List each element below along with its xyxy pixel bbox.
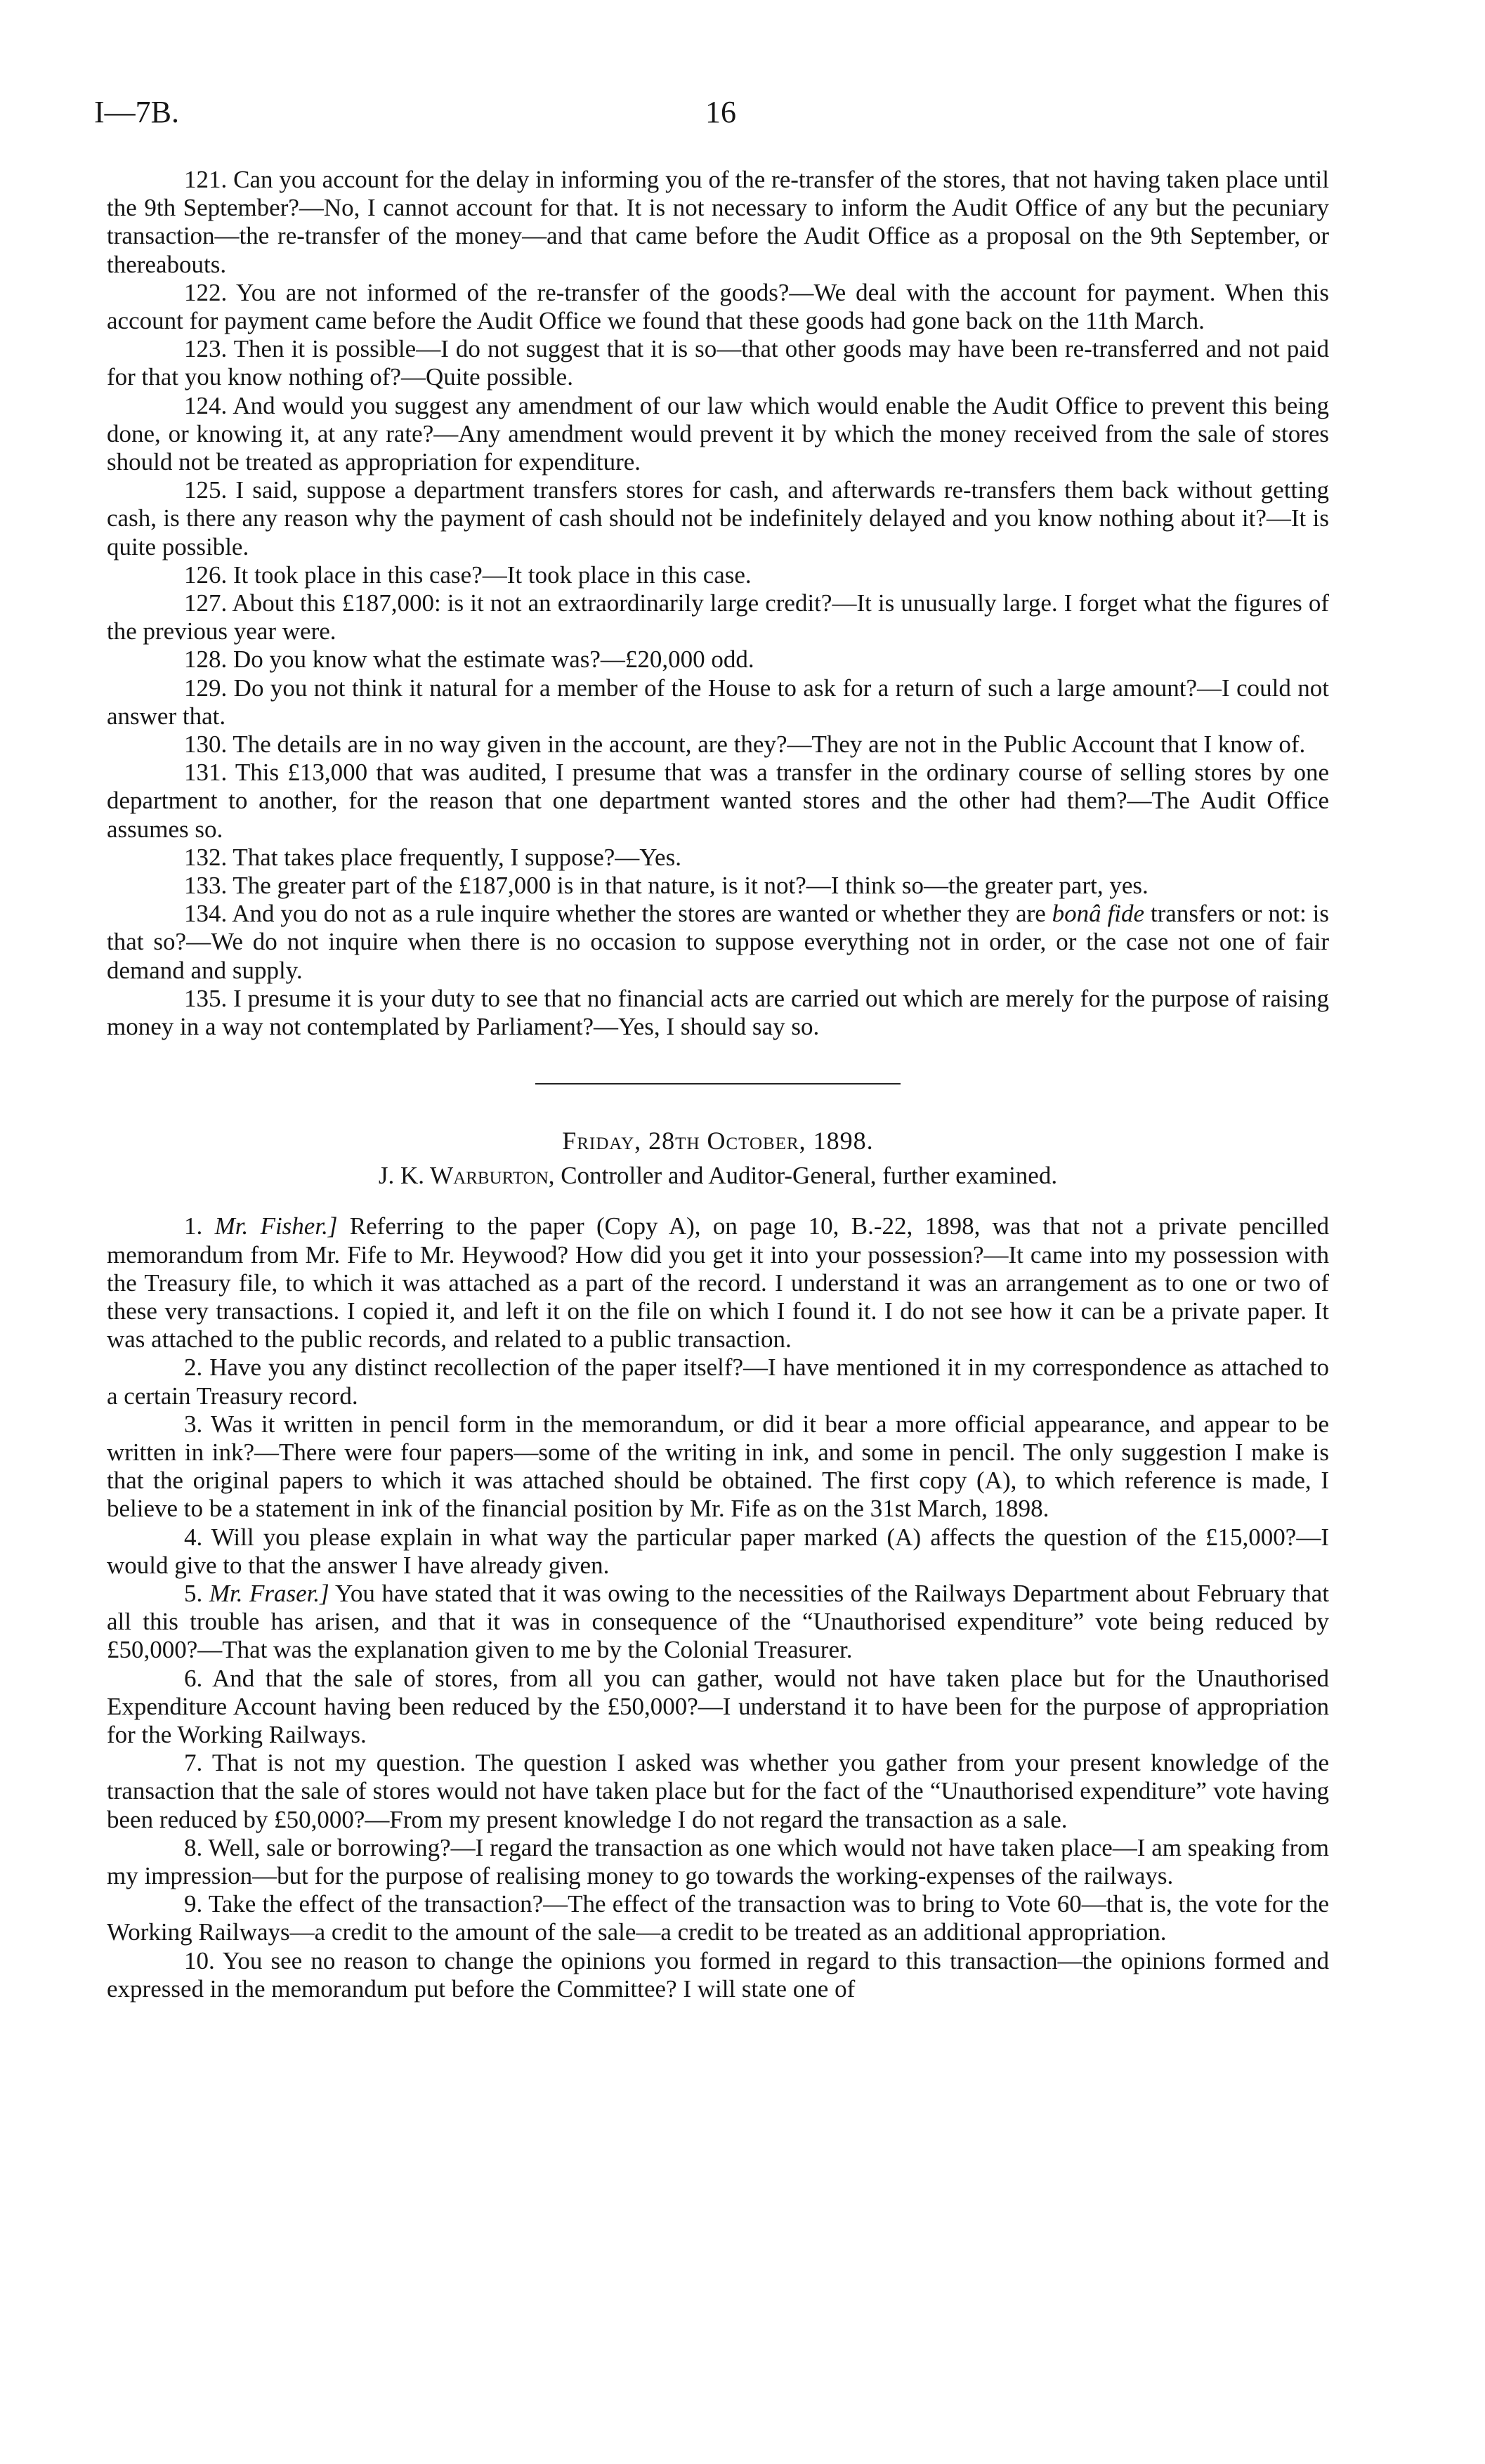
question-130: 130. The details are in no way given in the account, are they?—They are not in the Public Account that I know of. bbox=[184, 730, 1306, 759]
question-number: 6. bbox=[184, 1664, 203, 1692]
question-text: Have you any distinct recollection of the paper itself?—I have mentioned it in my correspondence as attached to a certain Treasury record. bbox=[107, 1354, 1329, 1410]
date-heading: Friday, 28th October, 1898. bbox=[562, 1127, 874, 1155]
question-number: 5. bbox=[184, 1579, 203, 1607]
question-text: And that the sale of stores, from all you can gather, would not have taken place but for the Unauthorised Expenditure Account having been reduced by the £50,000?—I understand it to have been for the purpose of appropriation for the Working Railways. bbox=[107, 1664, 1329, 1748]
question-number: 1. bbox=[184, 1212, 203, 1240]
question-text: That is not my question. The question I asked was whether you gather from your present knowledge of the transaction that the sale of stores would not have taken place but for the fact of the “Unauthorised expenditure” vote having been reduced by £50,000?—From my present knowledge I do not regard the transaction as a sale. bbox=[107, 1749, 1329, 1833]
question-134: 134. And you do not as a rule inquire whether the stores are wanted or whether they are bonâ fide transfers or not: is that so?—We do not inquire when there is no occasion to suppose everything not in order, or the case not one of fair demand and supply. bbox=[107, 900, 1330, 984]
section-divider bbox=[535, 1083, 901, 1084]
question-5 bbox=[107, 1580, 1329, 1665]
question-126: 126. It took place in this case?—It took place in this case. bbox=[184, 561, 752, 589]
witness-name: J. K. Warburton bbox=[378, 1162, 549, 1190]
evidence-section-2 bbox=[107, 1212, 1329, 2003]
document-reference: I—7B. bbox=[94, 95, 179, 129]
question-132: 132. That takes place frequently, I suppose?—Yes. bbox=[184, 843, 681, 871]
question-131: 131. This £13,000 that was audited, I presume that was a transfer in the ordinary course of selling stores by one department to another, for the reason that one department wanted stores and the other had them?—The Audit Office assumes so. bbox=[107, 759, 1329, 843]
question-text: You have stated that it was owing to the necessities of the Railways Department about February that all this trouble has arisen, and that it was in consequence of the “Unauthorised expenditure” vote being reduced by £50,000?—That was the explanation given to me by the Colonial Treasurer. bbox=[107, 1579, 1329, 1664]
question-number: 8. bbox=[184, 1833, 203, 1861]
question-text: Referring to the paper (Copy A), on page 10, B.-22, 1898, was that not a private pencilled memorandum from Mr. Fife to Mr. Heywood? How did you get it into your possession?—It came into my possession with the Treasury file, to which it was attached as a part of the record. I understand it was an arrangement as to one or two of these very transactions. I copied it, and left it on the file on which I found it. I do not see how it can be a private paper. It was attached to the public records, and related to a public transaction. bbox=[107, 1212, 1329, 1354]
question-text: Take the effect of the transaction?—The effect of the transaction was to bring to Vote 60—that is, the vote for the Working Railways—a credit to the amount of the sale—a credit to be treated as an additional appropriation. bbox=[107, 1890, 1329, 1946]
question-text: Well, sale or borrowing?—I regard the transaction as one which would not have taken place—I am speaking from my impression—but for the purpose of realising money to go towards the working-expenses of the railways. bbox=[107, 1833, 1329, 1889]
evidence-column bbox=[107, 166, 1329, 2003]
question-number: 10. bbox=[184, 1946, 215, 1974]
question-133: 133. The greater part of the £187,000 is in that nature, is it not?—I think so—the greater part, yes. bbox=[184, 872, 1149, 900]
question-9 bbox=[107, 1890, 1329, 1946]
speaker: Mr. Fisher.] bbox=[214, 1212, 338, 1240]
question-text: You see no reason to change the opinions you formed in regard to this transaction—the opinions formed and expressed in the memorandum put before the Committee? I will state one of bbox=[107, 1946, 1329, 2003]
question-121: 121. Can you account for the delay in informing you of the re-transfer of the stores, that not having taken place until the 9th September?—No, I cannot account for that. It is not necessary to inform the Audit Office of any but the pecuniary transaction—the re-transfer of the money—and that came before the Audit Office as a proposal on the 9th September, or thereabouts. bbox=[107, 166, 1329, 278]
question-number: 4. bbox=[184, 1523, 203, 1551]
question-3 bbox=[107, 1410, 1329, 1523]
evidence-section-1 bbox=[107, 166, 1329, 1041]
question-number: 3. bbox=[184, 1410, 203, 1438]
question-7 bbox=[107, 1749, 1329, 1834]
question-124: 124. And would you suggest any amendment of our law which would enable the Audit Office to prevent this being done, or knowing it, at any rate?—Any amendment would prevent it by which the money received from the sale of stores should not be treated as appropriation for expenditure. bbox=[107, 391, 1329, 476]
question-125: 125. I said, suppose a department transfers stores for cash, and afterwards re-transfers them back without getting cash, is there any reason why the payment of cash should not be indefinitely delayed and you know nothing about it?—It is quite possible. bbox=[107, 476, 1329, 561]
speaker: Mr. Fraser.] bbox=[209, 1579, 329, 1607]
question-129: 129. Do you not think it natural for a member of the House to ask for a return of such a large amount?—I could not answer that. bbox=[107, 674, 1329, 730]
witness-role: , Controller and Auditor-General, further examined. bbox=[548, 1162, 1058, 1190]
question-number: 7. bbox=[184, 1749, 203, 1777]
question-4 bbox=[107, 1523, 1329, 1580]
page-number: 16 bbox=[705, 95, 736, 129]
question-10 bbox=[107, 1947, 1329, 2003]
question-135: 135. I presume it is your duty to see that no financial acts are carried out which are merely for the purpose of raising money in a way not contemplated by Parliament?—Yes, I should say so. bbox=[107, 984, 1329, 1041]
question-number: 2. bbox=[184, 1354, 203, 1382]
question-127: 127. About this £187,000: is it not an extraordinarily large credit?—It is unusually large. I forget what the figures of the previous year were. bbox=[107, 589, 1329, 646]
witness-line bbox=[107, 1160, 1329, 1191]
question-1 bbox=[107, 1212, 1329, 1354]
question-6 bbox=[107, 1665, 1329, 1750]
question-122: 122. You are not informed of the re-transfer of the goods?—We deal with the account for payment. When this account for payment came before the Audit Office we found that these goods had gone back on the 11th March. bbox=[107, 278, 1329, 335]
question-8 bbox=[107, 1834, 1329, 1890]
question-text: Will you please explain in what way the particular paper marked (A) affects the question of the £15,000?—I would give to that the answer I have already given. bbox=[107, 1523, 1329, 1579]
question-text: Was it written in pencil form in the memorandum, or did it bear a more official appearance, and appear to be written in ink?—There were four papers—some of the writing in ink, and some in pencil. The only suggestion I make is that the original papers to which it was attached should be obtained. The first copy (A), to which reference is made, I believe to be a statement in ink of the financial position by Mr. Fife as on the 31st March, 1898. bbox=[107, 1410, 1329, 1523]
question-128: 128. Do you know what the estimate was?—£20,000 odd. bbox=[184, 646, 754, 674]
question-number: 9. bbox=[184, 1890, 203, 1918]
question-2 bbox=[107, 1354, 1329, 1410]
question-123: 123. Then it is possible—I do not suggest that it is so—that other goods may have been re-transferred and not paid for that you know nothing of?—Quite possible. bbox=[107, 335, 1329, 391]
latin-phrase: bonâ fide bbox=[1052, 900, 1145, 928]
